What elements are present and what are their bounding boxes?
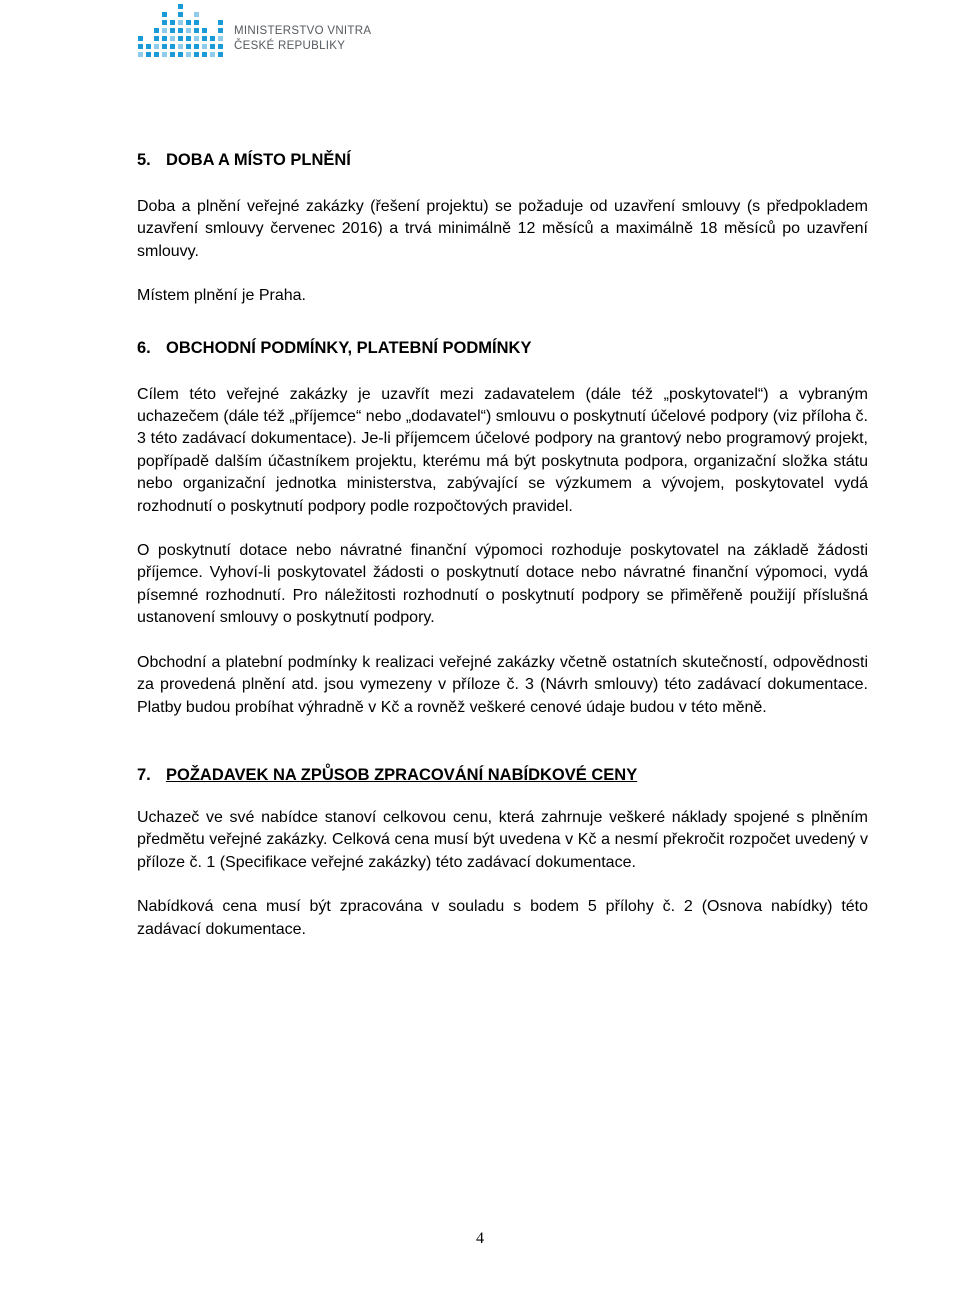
section-7-number: 7. [137,765,151,784]
section-6-paragraph-decision: O poskytnutí dotace nebo návratné finanční výpomoci rozhoduje poskytovatel na základě žádosti příjemce. Vyhoví-li poskytovatel žádosti o poskytnutí dotace nebo návratné finanční výpomoci, vydá písemné rozhodnutí. Pro náležitosti rozhodnutí o poskytnutí podpory se přiměřeně použijí příslušná ustanovení smlouvy o poskytnutí podpory. [137,542,868,627]
section-5-number: 5. [137,151,151,169]
section-6-number: 6. [137,338,151,357]
section-5-paragraph-place: Místem plnění je Praha. [137,287,306,305]
ministry-name-line2: ČESKÉ REPUBLIKY [234,40,346,52]
ministry-name-line1: MINISTERSTVO VNITRA [234,25,372,37]
document-body [137,148,868,941]
section-7-heading [137,763,868,787]
section-7-paragraph-processing: Nabídková cena musí být zpracována v souladu s bodem 5 přílohy č. 2 (Osnova nabídky) této zadávací dokumentace. [137,898,868,938]
section-6-paragraph-terms: Obchodní a platební podmínky k realizaci veřejné zakázky včetně ostatních skutečností, odpovědnosti za provedená plnění atd. jsou vymezeny v příloze č. 3 (Návrh smlouvy) této zadávací dokumentace. Platby budou probíhat výhradně v Kč a rovněž veškeré cenové údaje budou v této měně. [137,653,868,716]
ministry-logo [136,2,376,64]
section-6-title: OBCHODNÍ PODMÍNKY, PLATEBNÍ PODMÍNKY [166,338,532,357]
section-6-heading [137,336,868,360]
section-7-title: POŽADAVEK NA ZPŮSOB ZPRACOVÁNÍ NABÍDKOVÉ CENY [166,765,638,784]
section-7-paragraph-price: Uchazeč ve své nabídce stanoví celkovou cenu, která zahrnuje veškeré náklady spojené s plněním předmětu veřejné zakázky. Celková cena musí být uvedena v Kč a nesmí překročit rozpočet uvedený v příloze č. 1 (Specifikace veřejné zakázky) této zadávací dokumentace. [137,808,868,871]
page-number: 4 [476,1230,484,1247]
section-5-heading [137,148,868,172]
ministry-emblem-icon [136,2,226,64]
ministry-name [234,24,371,54]
section-5-title: DOBA A MÍSTO PLNĚNÍ [166,151,351,169]
section-5-paragraph-duration: Doba a plnění veřejné zakázky (řešení projektu) se požaduje od uzavření smlouvy (s předpokladem uzavření smlouvy červenec 2016) a trvá minimálně 12 měsíců a maximálně 18 měsíců po uzavření smlouvy. [137,198,868,260]
section-6-paragraph-goal: Cílem této veřejné zakázky je uzavřít mezi zadavatelem (dále též „poskytovatel“) a vybraným uchazečem (dále též „příjemce“ nebo „dodavatel“) smlouvu o poskytnutí účelové podpory (viz příloha č. 3 této zadávací dokumentace). Je-li příjemcem účelové podpory na grantový nebo programový projekt, popřípadě dalším účastníkem projektu, kterému má být poskytnuta podpora, organizační složka státu nebo organizační jednotka ministerstva, zabývající se výzkumem a vývojem, poskytovatel vydá rozhodnutí o poskytnutí podpory podle rozpočtových pravidel. [137,385,868,515]
